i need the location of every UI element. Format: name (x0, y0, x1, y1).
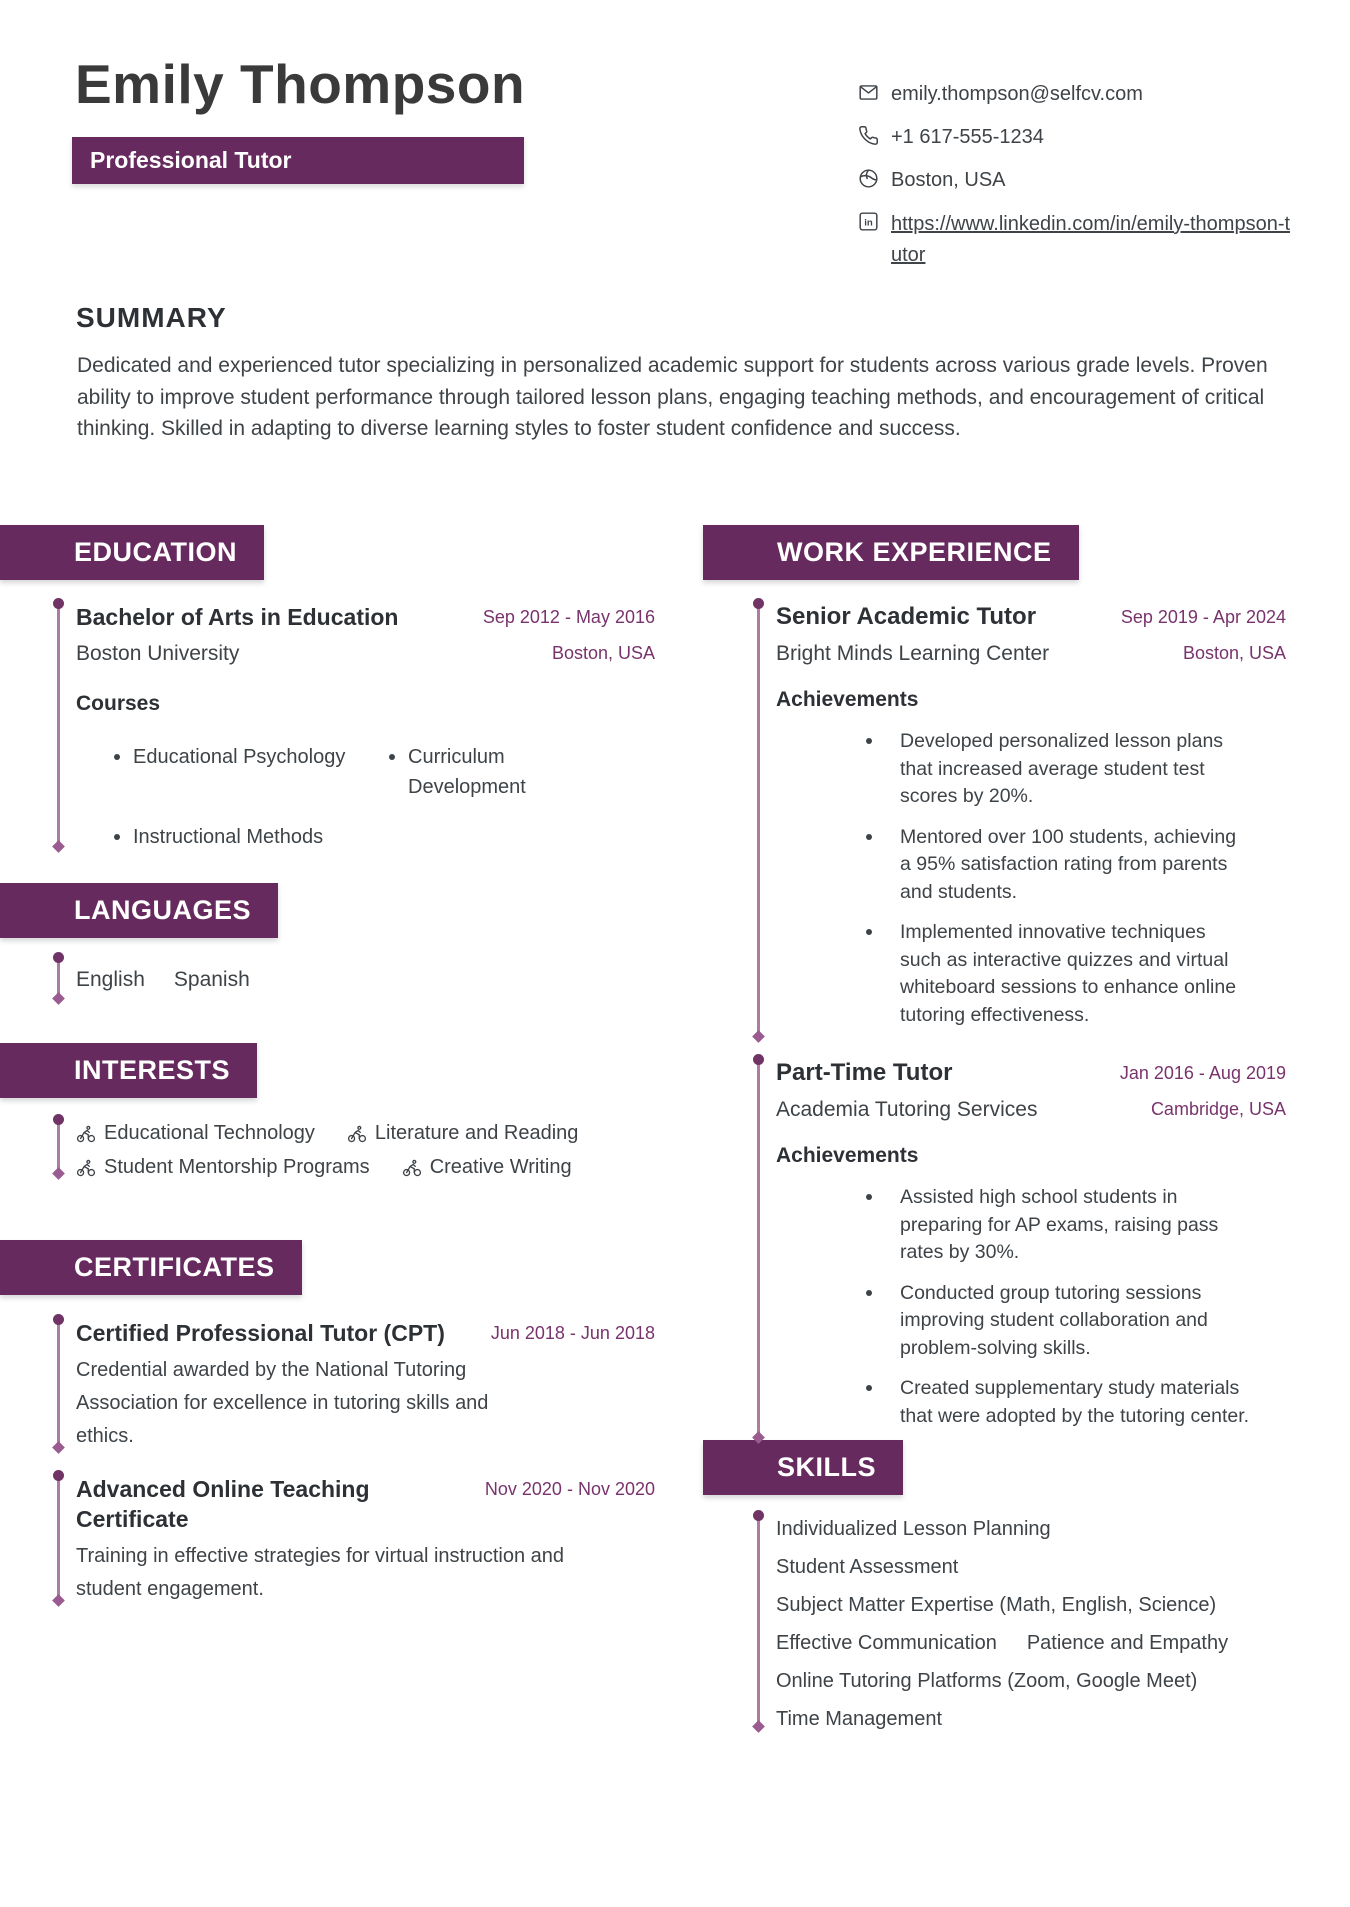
contact-location-row (858, 166, 1303, 194)
certificate-entry (57, 1312, 655, 1453)
job-title: Part-Time Tutor (776, 1059, 953, 1086)
skills-entry (757, 1508, 1286, 1732)
cyclist-icon (402, 1158, 422, 1178)
timeline-marker (757, 1060, 760, 1437)
degree-title: Bachelor of Arts in Education (76, 604, 399, 630)
cyclist-icon (76, 1124, 96, 1144)
course-item: Instructional Methods (114, 822, 359, 852)
person-name: Emily Thompson (75, 53, 526, 115)
skill-item: Online Tutoring Platforms (Zoom, Google Meet) (776, 1670, 1198, 1692)
education-section-banner: EDUCATION (0, 525, 264, 580)
phone-icon (858, 125, 880, 147)
skill-item: Time Management (776, 1708, 942, 1730)
school-name: Boston University (76, 642, 240, 665)
timeline-marker (57, 958, 60, 998)
timeline-marker (757, 604, 760, 1036)
interests-entry (57, 1112, 655, 1179)
company-name: Academia Tutoring Services (776, 1098, 1038, 1121)
job-dates: Sep 2019 - Apr 2024 (1120, 607, 1286, 627)
contact-email: emily.thompson@selfcv.com (891, 83, 1143, 105)
interests-section-banner: INTERESTS (0, 1043, 257, 1098)
job-title: Senior Academic Tutor (776, 603, 1037, 630)
achievements-label: Achievements (776, 688, 919, 711)
job-dates: Jan 2016 - Aug 2019 (1119, 1063, 1286, 1083)
achievement-item: Conducted group tutoring sessions improving student collaboration and problem-solving skills. (866, 1280, 1252, 1363)
certificates-section-banner: CERTIFICATES (0, 1240, 302, 1295)
achievement-item: Created supplementary study materials that were adopted by the tutoring center. (866, 1375, 1252, 1430)
skill-item: Individualized Lesson Planning (776, 1518, 1051, 1540)
linkedin-link[interactable]: https://www.linkedin.com/in/emily-thompson-tutor (891, 213, 1291, 266)
languages-section-banner: LANGUAGES (0, 883, 278, 938)
job-entry (757, 1052, 1286, 1443)
timeline-marker (57, 1476, 60, 1600)
education-entry (57, 596, 655, 852)
cyclist-icon (76, 1158, 96, 1178)
job-location: Boston, USA (1182, 643, 1286, 663)
achievement-item: Implemented innovative techniques such as interactive quizzes and virtual whiteboard sessions to enhance online tutoring effectiveness. (866, 919, 1252, 1029)
interest-item: Literature and Reading (347, 1122, 578, 1145)
education-dates: Sep 2012 - May 2016 (482, 607, 655, 627)
language-item: English (76, 968, 145, 991)
person-title-banner: Professional Tutor (72, 137, 524, 184)
contact-block (858, 80, 1303, 286)
contact-location-text: +1 617-555-1234 (891, 126, 1044, 148)
courses-label: Courses (76, 692, 161, 715)
skill-item: Student Assessment (776, 1556, 959, 1578)
summary-heading: SUMMARY (76, 302, 227, 333)
course-item: Educational Psychology (114, 742, 359, 802)
envelope-icon (858, 82, 880, 104)
certificate-name: Certified Professional Tutor (CPT) (76, 1320, 445, 1346)
company-name: Bright Minds Learning Center (776, 642, 1050, 665)
interest-item: Creative Writing (402, 1156, 572, 1179)
education-location: Boston, USA (551, 643, 655, 663)
courses-list (114, 742, 655, 852)
achievements-list (866, 728, 1286, 1029)
timeline-marker (757, 1516, 760, 1726)
interest-item: Student Mentorship Programs (76, 1156, 370, 1179)
certificate-description: Training in effective strategies for virtual instruction and student engagement. (76, 1545, 565, 1600)
contact-linkedin-row (858, 209, 1303, 271)
skill-item: Effective Communication (776, 1632, 997, 1654)
certificate-entry (57, 1468, 655, 1606)
summary-text: Dedicated and experienced tutor specializing in personalized academic support for students across various grade levels. Proven ability to improve student performance through tailored lesson plans, engaging teaching methods, and encouragement of critical thinking. Skilled in adapting to diverse learning styles to foster student confidence and success. (77, 354, 1268, 440)
interest-item: Educational Technology (76, 1122, 315, 1145)
job-entry (757, 596, 1286, 1042)
cyclist-icon (347, 1124, 367, 1144)
certificate-name: Advanced Online Teaching Certificate (76, 1476, 370, 1532)
language-item: Spanish (173, 968, 250, 991)
timeline-marker (57, 604, 60, 846)
job-location: Cambridge, USA (1150, 1099, 1286, 1119)
linkedin-icon (858, 211, 880, 233)
contact-location: Boston, USA (891, 169, 1006, 191)
skill-item: Patience and Empathy (1026, 1632, 1229, 1654)
languages-entry (57, 950, 655, 1004)
skills-section-banner: SKILLS (703, 1440, 903, 1495)
achievement-item: Mentored over 100 students, achieving a 95% satisfaction rating from parents and students. (866, 824, 1252, 907)
course-item: Curriculum Development (389, 742, 594, 802)
achievements-list (866, 1184, 1286, 1430)
achievement-item: Assisted high school students in preparing for AP exams, raising pass rates by 30%. (866, 1184, 1252, 1267)
achievement-item: Developed personalized lesson plans that increased average student test scores by 20%. (866, 728, 1252, 811)
timeline-marker (57, 1120, 60, 1173)
achievements-label: Achievements (776, 1144, 919, 1167)
certificate-dates: Nov 2020 - Nov 2020 (484, 1479, 655, 1499)
certificate-description: Credential awarded by the National Tutoring Association for excellence in tutoring skills and ethics. (76, 1359, 489, 1447)
work-experience-section-banner: WORK EXPERIENCE (703, 525, 1079, 580)
timeline-marker (57, 1320, 60, 1447)
certificate-dates: Jun 2018 - Jun 2018 (490, 1323, 655, 1343)
svg-text:in: in (864, 217, 873, 229)
globe-icon (858, 168, 880, 190)
skill-item: Subject Matter Expertise (Math, English, Science) (776, 1594, 1217, 1616)
contact-phone-row (858, 123, 1303, 151)
contact-email-row (858, 80, 1303, 108)
